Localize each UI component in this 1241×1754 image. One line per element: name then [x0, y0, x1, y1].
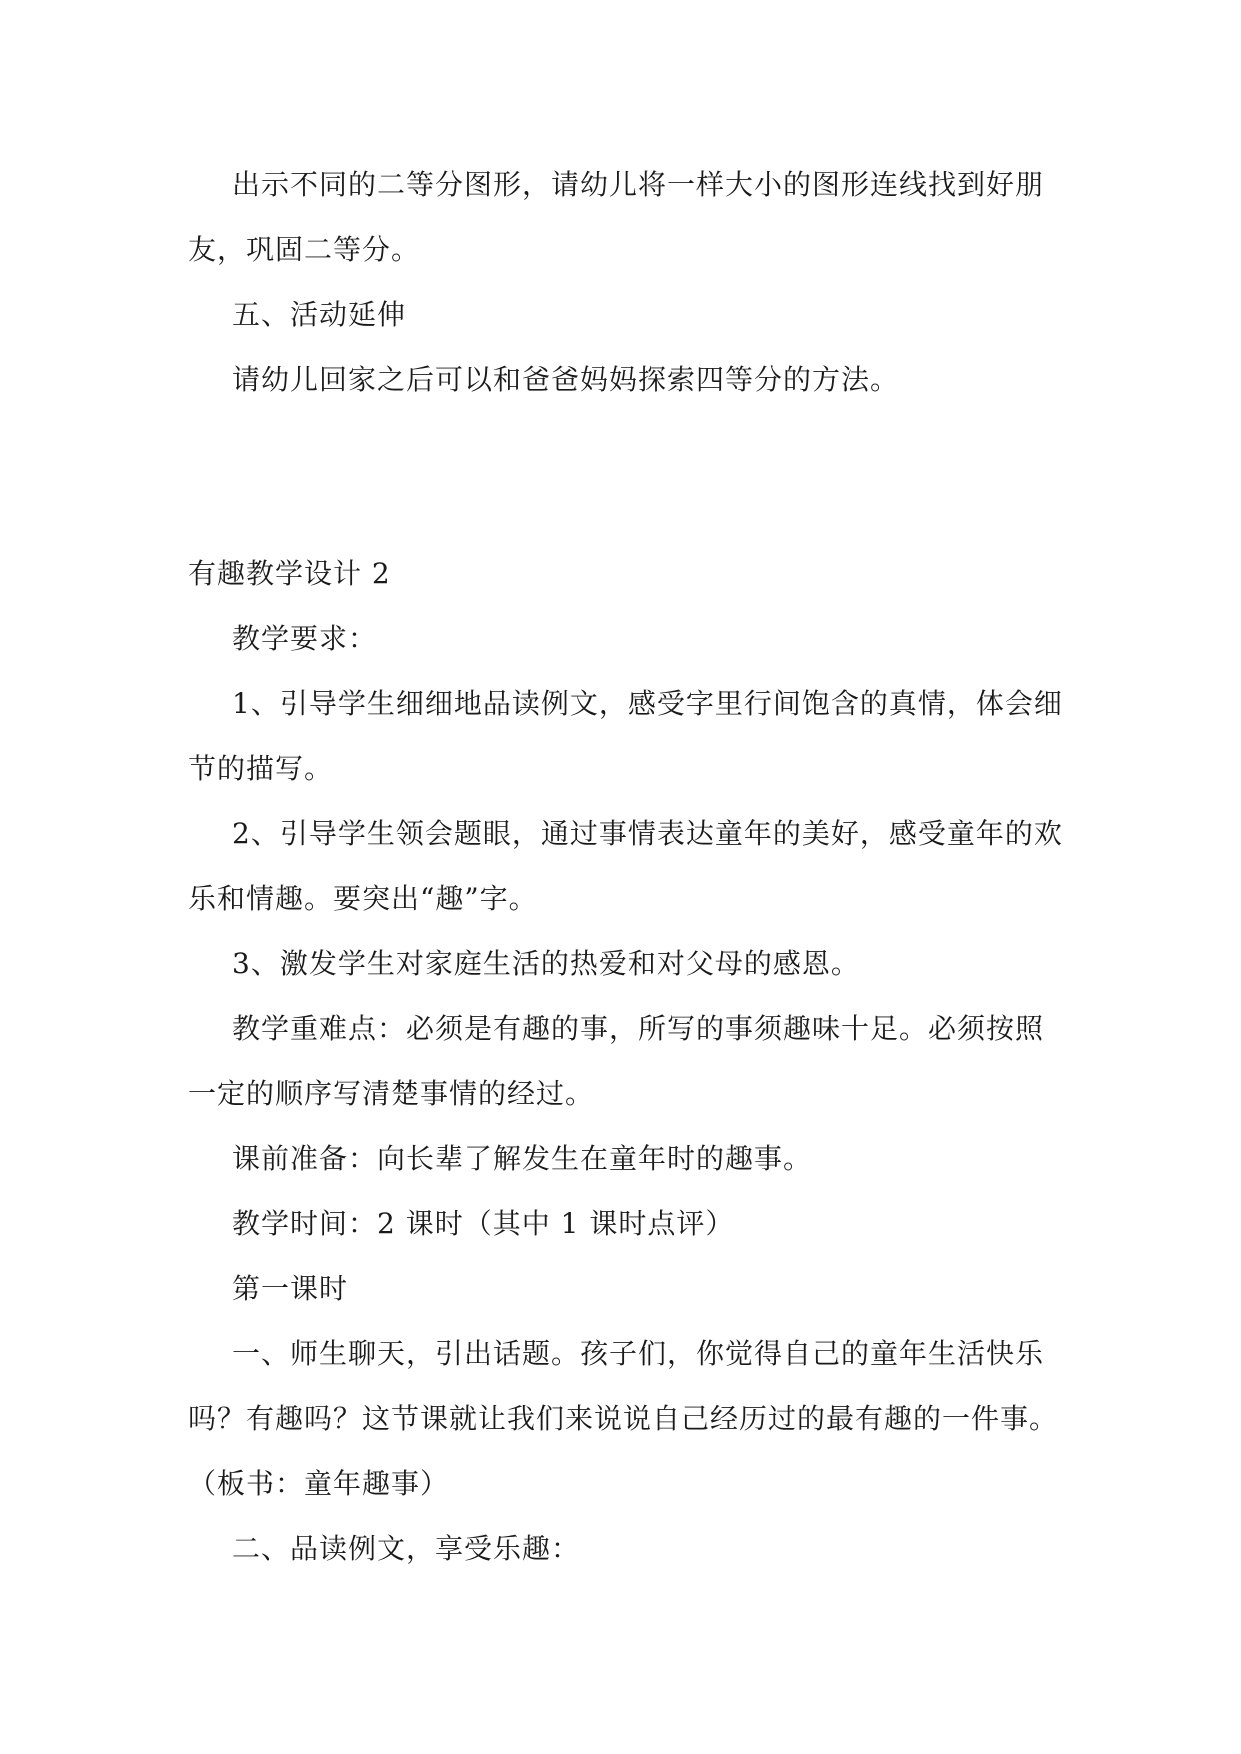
paragraph-line: 吗？有趣吗？这节课就让我们来说说自己经历过的最有趣的一件事。	[188, 1402, 1059, 1435]
paragraph-line: 一定的顺序写清楚事情的经过。	[188, 1077, 595, 1110]
list-item-line: 节的描写。	[188, 752, 334, 785]
paragraph-line: 请幼儿回家之后可以和爸爸妈妈探索四等分的方法。	[232, 363, 900, 396]
section-heading: 五、活动延伸	[232, 298, 407, 331]
paragraph-line: 课前准备：向长辈了解发生在童年时的趣事。	[232, 1142, 813, 1175]
document-title: 有趣教学设计 2	[188, 557, 391, 590]
list-item-line: 乐和情趣。要突出“趣”字。	[188, 882, 538, 915]
paragraph-line: 一、师生聊天，引出话题。孩子们，你觉得自己的童年生活快乐	[232, 1337, 1045, 1370]
section-heading: 第一课时	[232, 1272, 349, 1305]
paragraph-line: （板书：童年趣事）	[188, 1467, 450, 1500]
paragraph-line: 出示不同的二等分图形，请幼儿将一样大小的图形连线找到好朋	[232, 168, 1045, 201]
paragraph-line: 教学重难点：必须是有趣的事，所写的事须趣味十足。必须按照	[232, 1012, 1045, 1045]
section-heading: 二、品读例文，享受乐趣：	[232, 1532, 581, 1565]
list-item-line: 2、引导学生领会题眼，通过事情表达童年的美好，感受童年的欢	[232, 817, 1063, 850]
paragraph-line: 教学时间：2 课时（其中 1 课时点评）	[232, 1207, 735, 1240]
list-item-line: 1、引导学生细细地品读例文，感受字里行间饱含的真情，体会细	[232, 687, 1063, 720]
list-item-line: 3、激发学生对家庭生活的热爱和对父母的感恩。	[232, 947, 860, 980]
section-heading: 教学要求：	[232, 622, 378, 655]
paragraph-line: 友，巩固二等分。	[188, 233, 421, 266]
